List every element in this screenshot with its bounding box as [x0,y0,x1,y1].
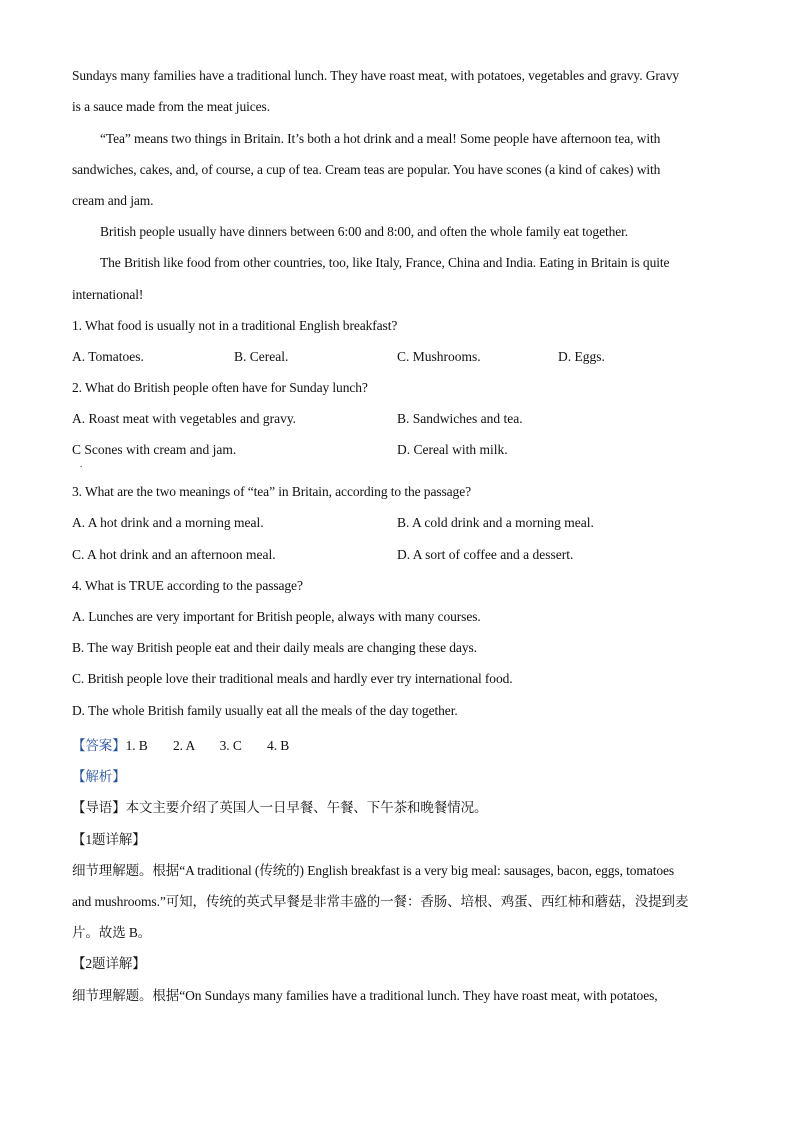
passage-p2-line1: “Tea” means two things in Britain. It’s both a hot drink and a meal! Some people have afternoon tea, with [100,131,661,146]
detail-1-line3: 片。故选 B。 [72,925,152,940]
passage-p1-line2: is a sauce made from the meat juices. [72,99,270,114]
passage-p3-line1: British people usually have dinners between 6:00 and 8:00, and often the whole family eat together. [100,224,629,239]
question-2-option-c: C Scones with cream and jam. [72,442,237,457]
answer-label: 【答案】 [72,738,126,753]
question-1-stem: 1. What food is usually not in a traditional English breakfast? [72,318,398,333]
question-3-stem: 3. What are the two meanings of “tea” in Britain, according to the passage? [72,484,471,499]
answer-item-3: 3. C [219,738,242,753]
passage-p2-line3: cream and jam. [72,193,154,208]
question-2-option-a: A. Roast meat with vegetables and gravy. [72,411,297,426]
question-3-option-a: A. A hot drink and a morning meal. [72,515,264,530]
detail-1-line1: 细节理解题。根据“A traditional (传统的) English breakfast is a very big meal: sausages, bacon, eggs, tomatoes [72,863,675,878]
question-3-option-b: B. A cold drink and a morning meal. [397,515,594,530]
detail-1-label: 【1题详解】 [72,832,146,847]
question-4-option-a: A. Lunches are very important for British people, always with many courses. [72,609,481,624]
question-2-option-b: B. Sandwiches and tea. [397,411,523,426]
question-2-option-d: D. Cereal with milk. [397,442,508,457]
guide [72,796,487,816]
question-1-option-c: C. Mushrooms. [397,349,481,364]
detail-1-line2: and mushrooms.”可知，传统的英式早餐是非常丰盛的一餐：香肠、培根、鸡蛋、西红柿和蘑菇，没提到麦 [72,894,689,909]
passage-p1-line1: Sundays many families have a traditional lunch. They have roast meat, with potatoes, vegetables and gravy. Gravy [72,68,679,83]
passage-p4-line1: The British like food from other countries, too, like Italy, France, China and India. Eating in Britain is quite [100,255,670,270]
stray-dot: . [80,459,83,469]
question-4-option-c: C. British people love their traditional meals and hardly ever try international food. [72,671,513,686]
answer-item-1: 1. B [125,738,148,753]
question-1-option-a: A. Tomatoes. [72,349,144,364]
answer-item-2: 2. A [173,738,195,753]
question-3-option-d: D. A sort of coffee and a dessert. [397,547,574,562]
guide-label: 【导语】 [72,800,126,815]
passage-p4-line2: international! [72,287,144,302]
question-2-stem: 2. What do British people often have for Sunday lunch? [72,380,368,395]
question-4-option-b: B. The way British people eat and their daily meals are changing these days. [72,640,477,655]
guide-text: 本文主要介绍了英国人一日早餐、午餐、下午茶和晚餐情况。 [125,800,488,815]
question-3-option-c: C. A hot drink and an afternoon meal. [72,547,276,562]
answer-key [72,734,289,754]
passage-p2-line2: sandwiches, cakes, and, of course, a cup of tea. Cream teas are popular. You have scones (a kind of cakes) with [72,162,661,177]
question-1-option-b: B. Cereal. [234,349,289,364]
question-1-option-d: D. Eggs. [558,349,605,364]
analysis-label: 【解析】 [72,769,126,784]
detail-2-line1: 细节理解题。根据“On Sundays many families have a traditional lunch. They have roast meat, with potatoes, [72,988,658,1003]
detail-2-label: 【2题详解】 [72,956,146,971]
answer-item-4: 4. B [267,738,290,753]
question-4-option-d: D. The whole British family usually eat all the meals of the day together. [72,703,458,718]
question-4-stem: 4. What is TRUE according to the passage? [72,578,303,593]
